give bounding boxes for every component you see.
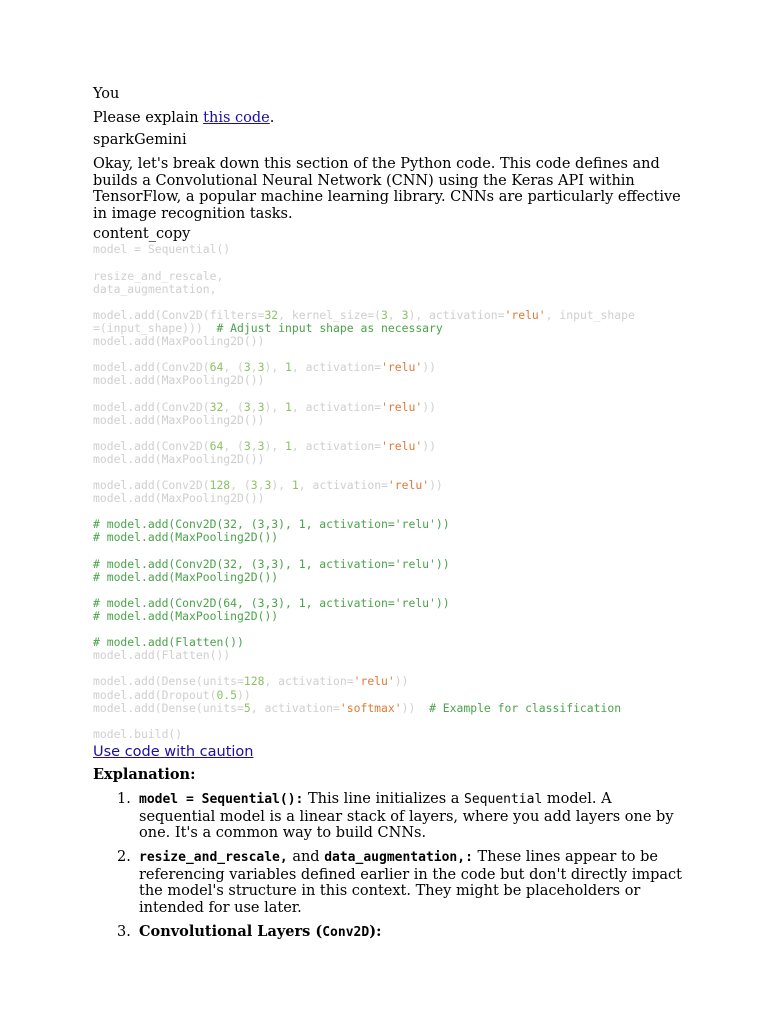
- model-label: sparkGemini: [93, 132, 187, 148]
- code-token: 3: [381, 307, 388, 322]
- chat-page: [93, 86, 683, 949]
- code-block: [93, 243, 683, 741]
- code-line: [93, 531, 683, 544]
- code-token: model.add(Conv2D(: [93, 478, 210, 493]
- code-token: , (: [230, 478, 251, 493]
- user-message: [93, 110, 683, 127]
- user-label: You: [93, 86, 120, 102]
- code-line: [93, 728, 683, 741]
- code-token: model.add(MaxPooling2D()): [93, 451, 265, 466]
- code-token: 1: [291, 478, 299, 493]
- code-line: [93, 283, 683, 296]
- code-token: 32: [264, 307, 279, 322]
- code-token: 3: [243, 438, 251, 453]
- item-text: model. A sequential model is a linear stack of layers, where you add layers one by one. It's a common way to build CNNs.: [139, 790, 674, 842]
- code-token: )): [422, 438, 436, 453]
- code-token: 0.5: [216, 687, 238, 702]
- code-line: [93, 492, 683, 505]
- response-intro: Okay, let's break down this section of the Python code. This code defines and builds a Convolutional Neural Network (CNN) using the Keras API within TensorFlow, a popular machine learning library. CNNs are particularly effective in image recognition tasks.: [93, 156, 681, 222]
- code-token: # model.add(MaxPooling2D()): [93, 530, 279, 545]
- code-token: 'softmax': [339, 700, 402, 715]
- code-token: ,: [387, 307, 402, 322]
- code-token: , activation=: [291, 438, 382, 453]
- code-token: 3: [257, 438, 265, 453]
- code-token: =(input_shape))): [93, 320, 217, 335]
- code-token: ),: [271, 478, 292, 493]
- code-token: model.add(Dropout(: [93, 687, 217, 702]
- code-token: , (: [223, 399, 244, 414]
- item-code: Conv2D: [322, 924, 370, 940]
- code-token: 128: [243, 674, 265, 689]
- code-token: )): [429, 478, 443, 493]
- code-line: [93, 702, 683, 715]
- code-token: 5: [243, 700, 251, 715]
- code-token: model.add(Flatten()): [93, 648, 231, 663]
- code-token: 1: [285, 438, 292, 453]
- item-code: resize_and_rescale,: [139, 850, 288, 866]
- item-number: 2.: [117, 849, 131, 866]
- code-token: # Adjust input shape as necessary: [216, 320, 443, 335]
- explanation-list: [93, 791, 683, 942]
- code-token: , kernel_size=(: [278, 307, 382, 322]
- code-token: # model.add(Conv2D(64, (3,3), 1, activation='relu')): [93, 595, 450, 610]
- code-token: 3: [257, 360, 265, 375]
- code-line: [93, 414, 683, 427]
- code-token: # model.add(Conv2D(32, (3,3), 1, activation='relu')): [93, 517, 450, 532]
- code-token: )): [422, 360, 436, 375]
- code-token: )): [401, 700, 430, 715]
- code-token: model = Sequential(): [93, 242, 231, 257]
- code-token: # model.add(MaxPooling2D()): [93, 569, 279, 584]
- code-token: 64: [209, 360, 224, 375]
- code-token: )): [394, 674, 409, 689]
- code-token: , (: [223, 438, 244, 453]
- code-token: 3: [264, 478, 272, 493]
- code-token: model.add(MaxPooling2D()): [93, 334, 265, 349]
- item-text: These lines appear to be referencing variables defined earlier in the code but don't directly impact the model's structure in this context. They might be placeholders or intended for use later.: [139, 849, 682, 917]
- item-number: 1.: [117, 790, 131, 807]
- item-heading: Convolutional Layers (: [139, 922, 323, 940]
- user-message-suffix: .: [269, 110, 275, 126]
- code-token: # Example for classification: [429, 700, 622, 715]
- code-token: ),: [264, 399, 286, 414]
- code-line: [93, 453, 683, 466]
- code-token: model.add(Dense(units=: [93, 674, 244, 689]
- code-token: 'relu': [504, 307, 546, 322]
- code-token: model.add(MaxPooling2D()): [93, 491, 265, 506]
- code-token: 32: [209, 399, 224, 414]
- code-token: ,: [250, 360, 258, 375]
- code-token: )): [237, 687, 251, 702]
- code-token: , activation=: [250, 700, 340, 715]
- code-token: )): [422, 399, 436, 414]
- code-token: data_augmentation,: [93, 281, 217, 296]
- item-text: and: [287, 849, 325, 866]
- code-line: [93, 649, 683, 662]
- code-token: model.add(MaxPooling2D()): [93, 412, 265, 427]
- item-code: model = Sequential():: [139, 791, 304, 807]
- code-token: ),: [264, 438, 286, 453]
- code-token: model.add(Conv2D(filters=: [93, 307, 265, 322]
- code-token: , activation=: [291, 360, 382, 375]
- code-token: model.add(MaxPooling2D()): [93, 373, 265, 388]
- user-message-text: Please explain: [93, 110, 204, 126]
- code-line: [93, 374, 683, 387]
- code-token: 3: [243, 360, 251, 375]
- code-token: # model.add(Conv2D(32, (3,3), 1, activation='relu')): [93, 556, 450, 571]
- code-token: , activation=: [291, 399, 382, 414]
- code-token: 3: [257, 399, 265, 414]
- code-token: , activation=: [264, 674, 354, 689]
- explanation-item: [93, 924, 683, 942]
- code-token: ,: [250, 438, 258, 453]
- explanation-title: Explanation:: [93, 765, 196, 783]
- code-token: 'relu': [387, 478, 430, 493]
- code-token: , (: [223, 360, 244, 375]
- code-token: model.add(Conv2D(: [93, 360, 210, 375]
- this-code-link[interactable]: this code: [203, 110, 270, 126]
- code-line: [93, 610, 683, 623]
- code-token: model.add(Dense(units=: [93, 700, 244, 715]
- explanation-item: [93, 791, 683, 842]
- item-inline-code: Sequential: [464, 791, 543, 807]
- code-token: ), activation=: [408, 307, 505, 322]
- code-token: 1: [285, 399, 292, 414]
- code-token: resize_and_rescale,: [93, 268, 224, 283]
- code-token: 128: [209, 478, 231, 493]
- code-token: ),: [264, 360, 286, 375]
- item-code: data_augmentation,:: [324, 850, 473, 866]
- item-text: This line initializes a: [303, 790, 465, 807]
- code-token: # model.add(MaxPooling2D()): [93, 609, 279, 623]
- code-token: 'relu': [381, 399, 423, 414]
- code-token: model.add(Conv2D(: [93, 399, 210, 414]
- code-token: 3: [250, 478, 258, 493]
- code-token: 'relu': [381, 360, 423, 375]
- code-token: ,: [257, 478, 265, 493]
- code-token: model.build(): [93, 726, 183, 741]
- code-token: model.add(Conv2D(: [93, 438, 210, 453]
- content-copy-icon[interactable]: content_copy: [93, 226, 191, 243]
- code-token: # model.add(Flatten()): [93, 635, 244, 650]
- code-token: 3: [243, 399, 251, 414]
- code-line: [93, 243, 683, 256]
- code-token: , input_shape: [545, 307, 635, 322]
- code-token: 'relu': [353, 674, 395, 689]
- code-token: , activation=: [298, 478, 388, 493]
- explanation-item: [93, 849, 683, 917]
- item-number: 3.: [117, 923, 131, 940]
- code-token: 1: [285, 360, 292, 375]
- code-token: 64: [209, 438, 224, 453]
- code-line: [93, 335, 683, 348]
- use-code-with-caution-link[interactable]: Use code with caution: [93, 743, 254, 760]
- code-token: 3: [401, 307, 409, 322]
- code-line: [93, 571, 683, 584]
- code-token: 'relu': [381, 438, 423, 453]
- item-heading: ):: [369, 922, 382, 940]
- code-token: ,: [250, 399, 258, 414]
